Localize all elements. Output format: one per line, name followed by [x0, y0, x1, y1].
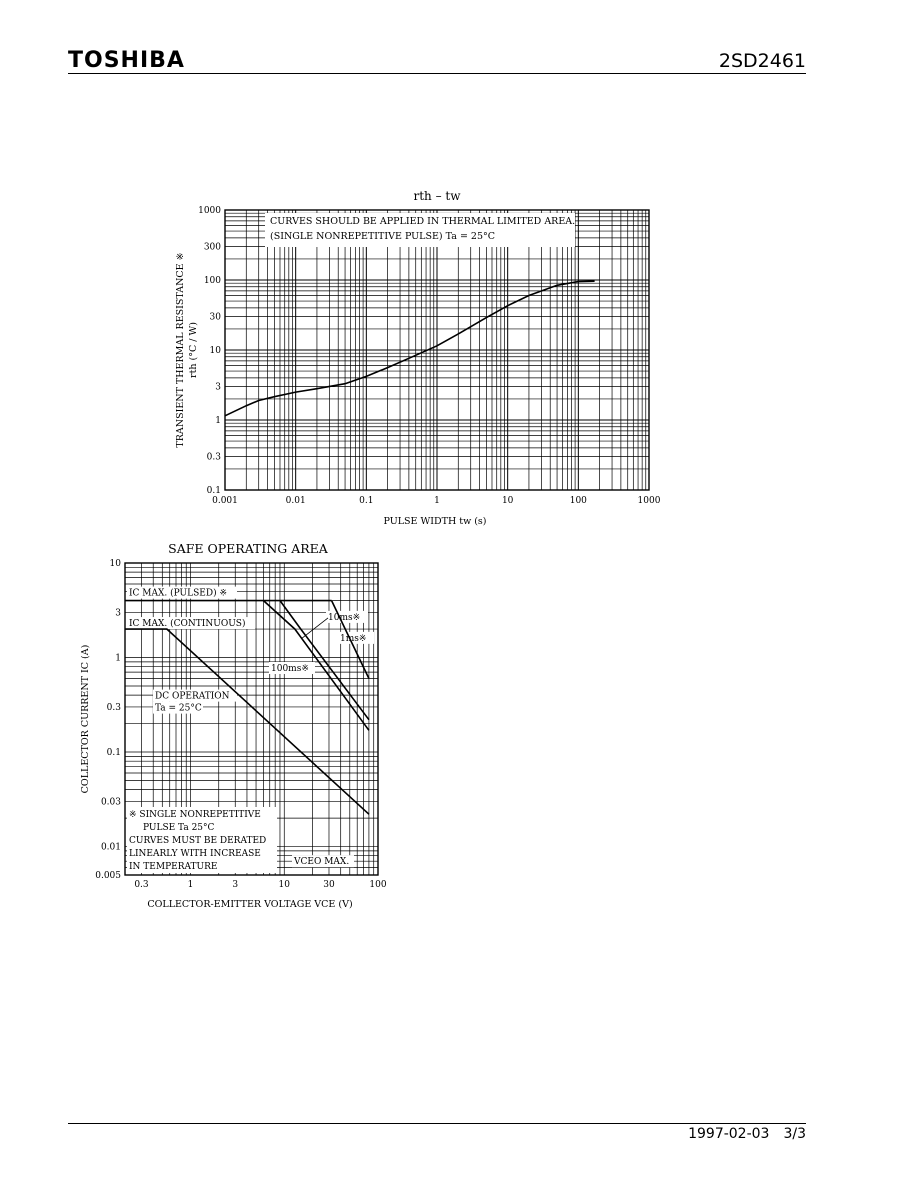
chart-title: SAFE OPERATING AREA	[168, 541, 328, 556]
label-100ms: 100ms※	[271, 664, 309, 675]
y-tick-label: 0.1	[206, 486, 221, 496]
y-tick-label: 1	[115, 653, 121, 664]
x-tick-label: 100	[569, 496, 587, 506]
y-tick-label: 0.005	[95, 871, 121, 881]
y-tick-label: 100	[203, 276, 221, 286]
safe-operating-area-chart	[70, 535, 400, 920]
note-line-2: PULSE Ta 25°C	[143, 823, 215, 833]
x-tick-label: 1	[434, 496, 440, 506]
x-tick-label: 0.1	[359, 496, 374, 506]
annotation-line-2: (SINGLE NONREPETITIVE PULSE) Ta = 25°C	[270, 231, 496, 242]
x-tick-label: 0.3	[134, 880, 149, 890]
footer-page: 3/3	[783, 1126, 806, 1142]
annotation-line-1: CURVES SHOULD BE APPLIED IN THERMAL LIMITED AREA.	[270, 216, 576, 227]
y-tick-label: 0.03	[100, 797, 121, 808]
x-tick-label: 30	[323, 880, 335, 890]
x-tick-label: 10	[278, 880, 290, 890]
dc-ta-label: Ta = 25°C	[155, 703, 202, 714]
x-axis-label: COLLECTOR-EMITTER VOLTAGE VCE (V)	[147, 899, 353, 910]
note-line-1: ※ SINGLE NONREPETITIVE	[129, 810, 261, 820]
note-line-3: CURVES MUST BE DERATED	[129, 836, 267, 846]
label-10ms-leader	[302, 618, 328, 638]
x-tick-label: 3	[232, 880, 239, 890]
y-tick-label: 3	[215, 382, 221, 393]
label-1ms: 1ms※	[340, 633, 367, 644]
ic-max-pulsed-label: IC MAX. (PULSED) ※	[129, 588, 227, 599]
vceo-max-label: VCEO MAX.	[294, 857, 350, 868]
y-tick-label: 30	[209, 312, 221, 323]
y-tick-label: 10	[209, 346, 221, 356]
chart-title: rth – tw	[413, 189, 461, 203]
footer-rule	[68, 1123, 806, 1124]
x-tick-label: 1000	[637, 496, 661, 506]
note-line-5: IN TEMPERATURE	[129, 862, 218, 872]
footer-date: 1997-02-03	[688, 1126, 770, 1142]
header-rule	[68, 73, 806, 74]
y-axis-unit-label: rth (°C / W)	[188, 322, 199, 378]
part-number: 2SD2461	[718, 50, 806, 72]
rth-tw-chart	[160, 185, 680, 535]
y-tick-label: 10	[109, 559, 121, 569]
y-tick-label: 0.01	[100, 842, 121, 853]
x-tick-label: 1	[187, 880, 194, 890]
y-tick-label: 3	[115, 608, 121, 619]
footer	[688, 1126, 806, 1142]
y-tick-label: 300	[203, 242, 221, 253]
y-tick-label: 1000	[198, 206, 221, 216]
y-tick-label: 0.3	[206, 452, 221, 463]
x-axis-label: PULSE WIDTH tw (s)	[383, 516, 487, 527]
note-line-4: LINEARLY WITH INCREASE	[129, 849, 261, 859]
label-10ms: 10ms※	[328, 612, 361, 623]
dc-operation-label: DC OPERATION	[155, 691, 230, 702]
x-tick-label: 0.001	[212, 496, 238, 506]
ic-max-continuous-label: IC MAX. (CONTINUOUS)	[129, 619, 246, 630]
brand-logo: TOSHIBA	[68, 48, 185, 73]
x-tick-label: 0.01	[285, 496, 306, 506]
y-tick-label: 0.3	[106, 702, 121, 713]
x-tick-label: 10	[501, 496, 514, 506]
y-axis-label: COLLECTOR CURRENT IC (A)	[80, 644, 91, 794]
y-axis-label: TRANSIENT THERMAL RESISTANCE ※	[175, 252, 186, 448]
y-tick-label: 1	[215, 416, 221, 426]
y-tick-label: 0.1	[106, 748, 121, 759]
x-tick-label: 100	[369, 880, 387, 890]
